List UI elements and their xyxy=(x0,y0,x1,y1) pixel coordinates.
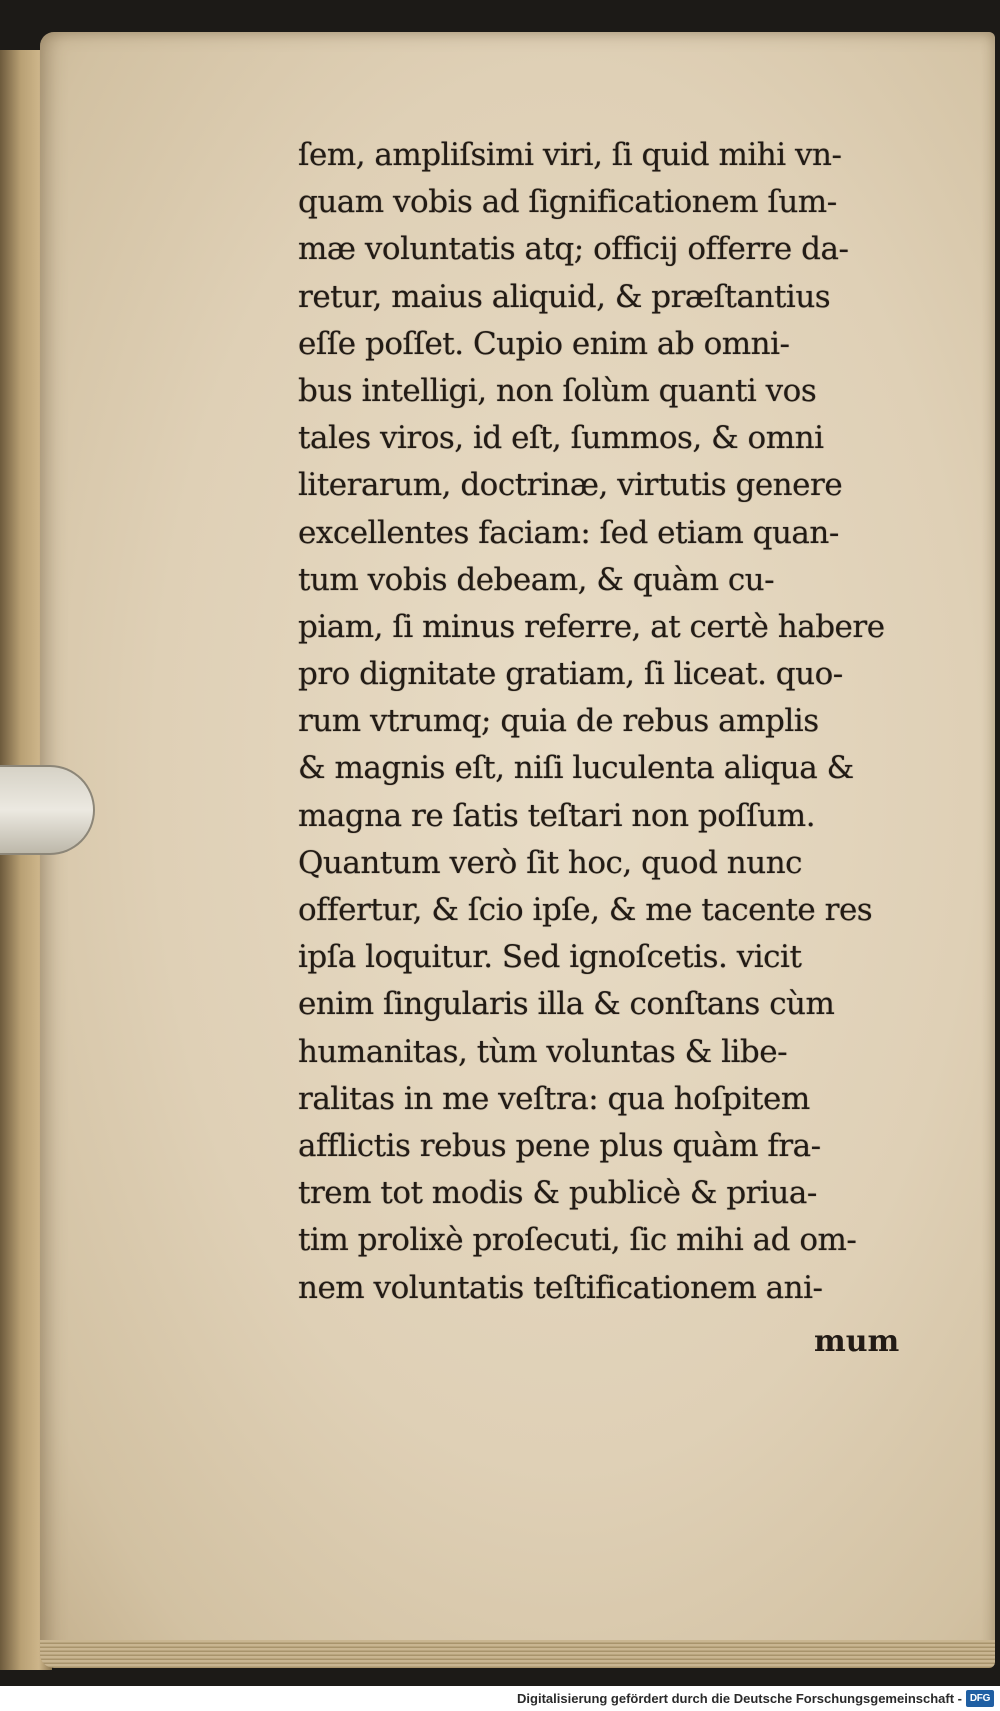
page-text xyxy=(298,132,948,1312)
text-line: mæ voluntatis atq; officij offerre da- xyxy=(298,231,849,268)
text-line: tales viros, id eſt, ſummos, & omni xyxy=(298,420,824,457)
text-line: ſem, ampliſsimi viri, ſi quid mihi vn- xyxy=(298,137,842,173)
text-line: trem tot modis & publicè & priua- xyxy=(298,1175,817,1212)
text-line: rum vtrumq; quia de rebus amplis xyxy=(298,703,819,740)
page-clip xyxy=(0,765,95,855)
text-line: quam vobis ad ſignificationem ſum- xyxy=(298,184,837,221)
text-line: pro dignitate gratiam, ſi liceat. quo- xyxy=(298,656,843,693)
catchword: mum xyxy=(814,1324,900,1359)
text-line: offertur, & ſcio ipſe, & me tacente res xyxy=(298,892,873,928)
text-line: nem voluntatis teſtificationem ani- xyxy=(298,1269,823,1306)
funding-credit: Digitalisierung gefördert durch die Deutsche Forschungsgemeinschaft - xyxy=(517,1691,962,1706)
text-line: tim prolixè proſecuti, ſic mihi ad om- xyxy=(298,1222,857,1259)
text-line: literarum, doctrinæ, virtutis genere xyxy=(298,467,843,504)
text-line: tum vobis debeam, & quàm cu- xyxy=(298,561,775,598)
text-line: & magnis eſt, niſi luculenta aliqua & xyxy=(298,750,854,787)
text-line: bus intelligi, non ſolùm quanti vos xyxy=(298,372,817,409)
footer-bar xyxy=(0,1686,1000,1711)
text-line: humanitas, tùm voluntas & libe- xyxy=(298,1033,788,1070)
text-line: excellentes faciam: ſed etiam quan- xyxy=(298,514,839,551)
text-line: ipſa loquitur. Sed ignoſcetis. vicit xyxy=(298,939,802,976)
page-edge xyxy=(40,1640,995,1668)
text-line: afflictis rebus pene plus quàm fra- xyxy=(298,1127,821,1164)
text-line: Quantum verò ſit hoc, quod nunc xyxy=(298,844,803,881)
text-line: magna re ſatis teſtari non poſſum. xyxy=(298,797,816,834)
text-line: eſſe poſſet. Cupio enim ab omni- xyxy=(298,325,790,362)
text-line: retur, maius aliquid, & præſtantius xyxy=(298,278,831,315)
text-line: piam, ſi minus referre, at certè habere xyxy=(298,608,885,645)
dfg-logo-icon: DFG xyxy=(966,1690,994,1707)
text-line: enim ſingularis illa & conſtans cùm xyxy=(298,986,835,1023)
text-line: ralitas in me veſtra: qua hoſpitem xyxy=(298,1080,810,1117)
